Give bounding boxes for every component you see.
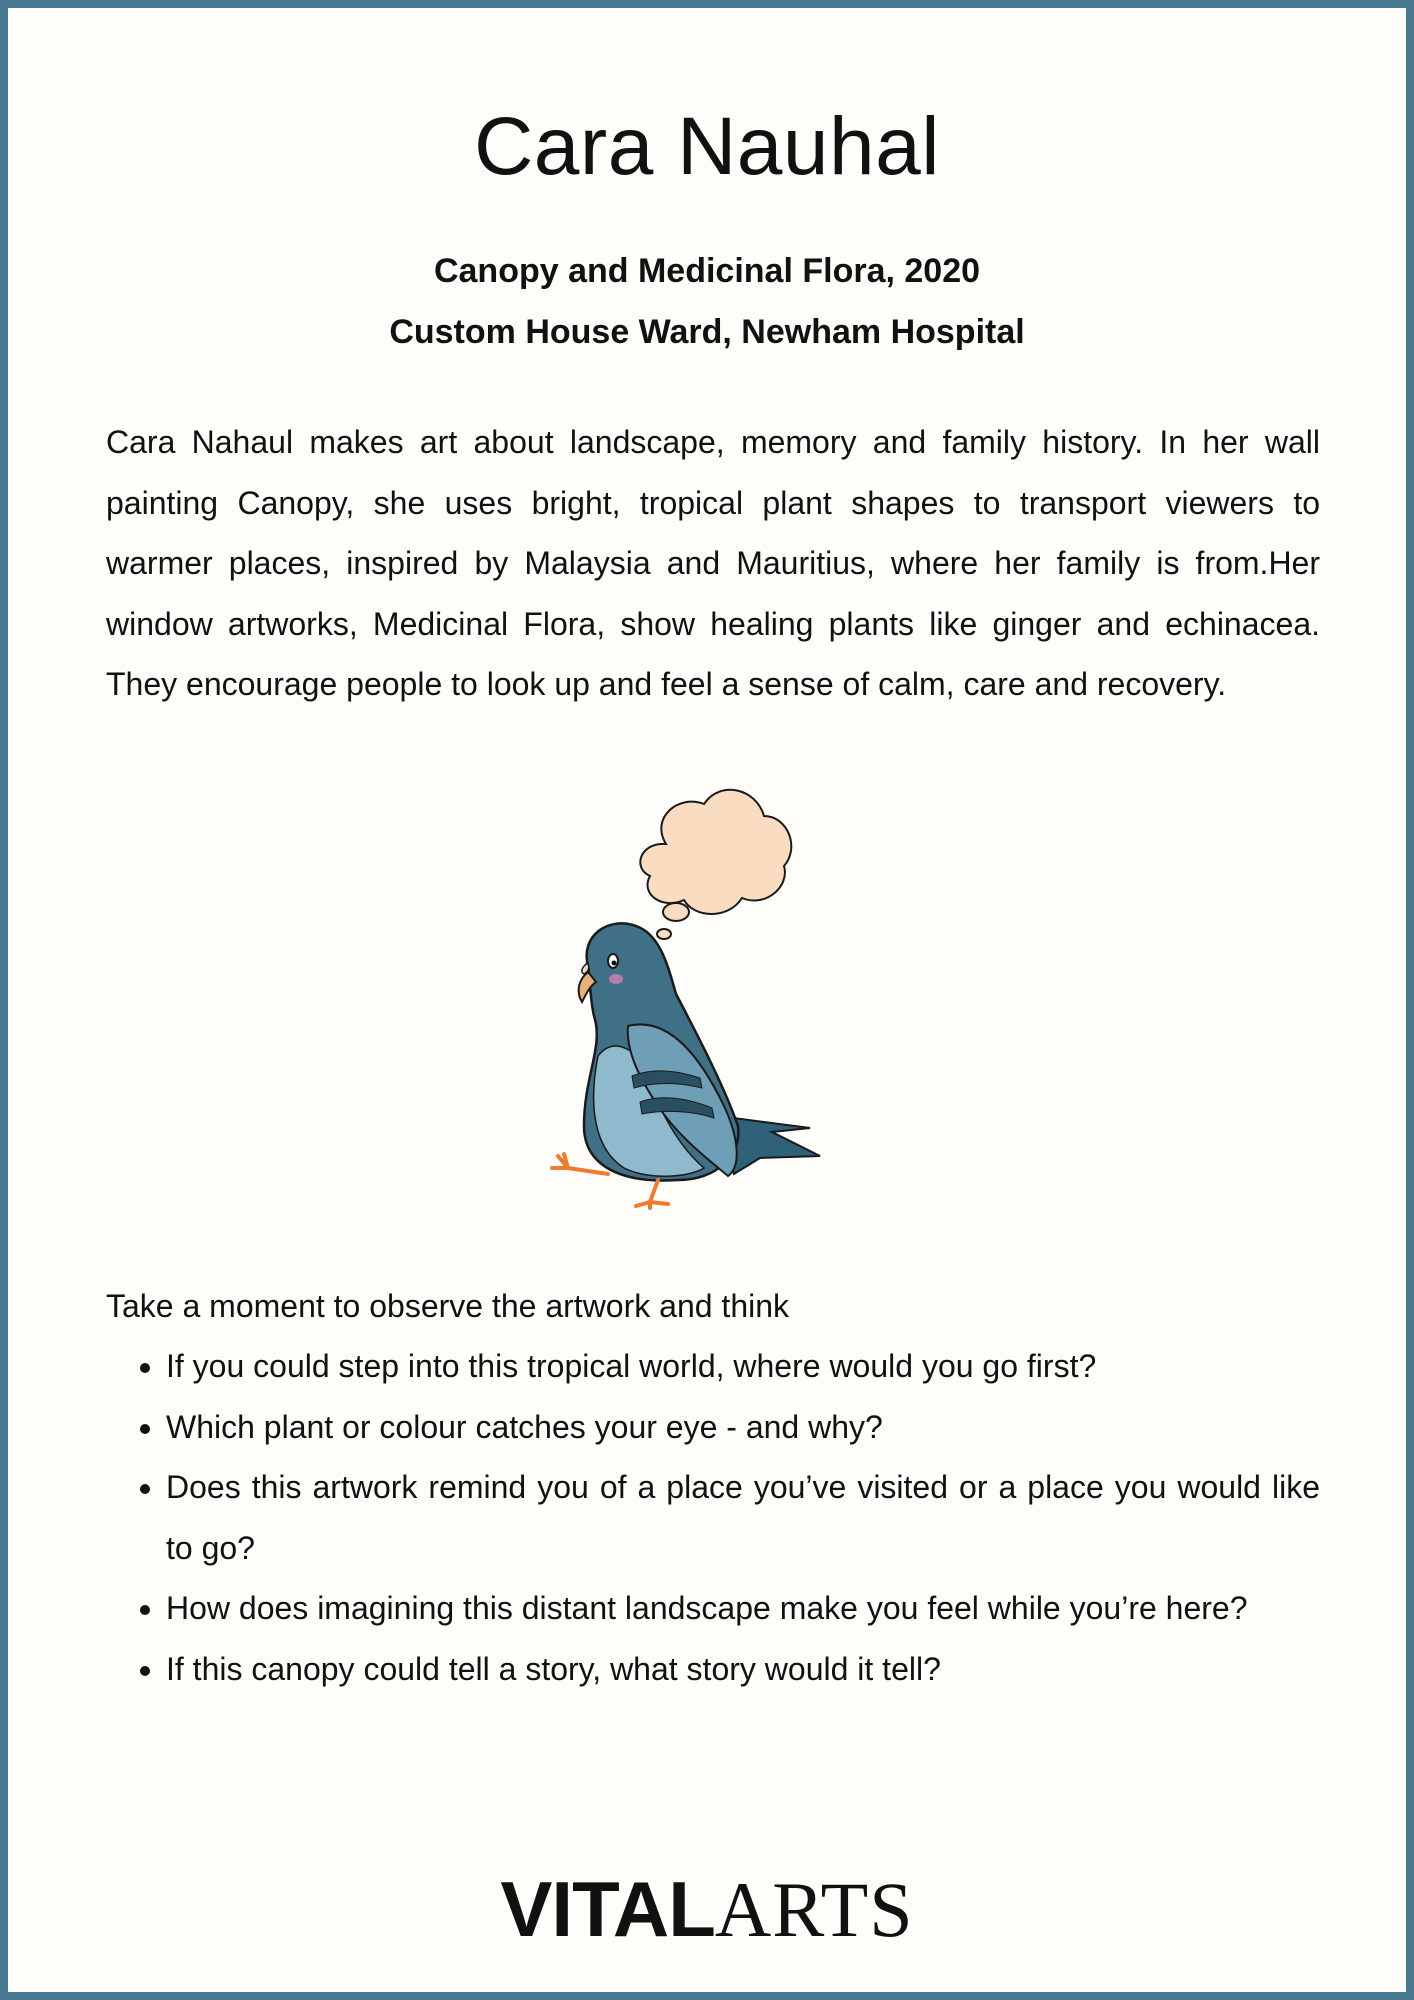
question-item: • If you could step into this tropical world, where would you go first? <box>166 1336 1320 1397</box>
logo-bold-part: VITAL <box>500 1865 715 1953</box>
vital-arts-logo <box>8 1865 1406 1953</box>
question-item: • Does this artwork remind you of a place you’ve visited or a place you would like to go? <box>166 1457 1320 1578</box>
artwork-location: Custom House Ward, Newham Hospital <box>389 313 1025 351</box>
reflection-questions <box>106 1336 1320 1699</box>
logo-serif-part: ARTS <box>714 1866 914 1953</box>
page <box>8 8 1406 1992</box>
artwork-title: Canopy and Medicinal Flora, 2020 <box>433 252 981 290</box>
artist-description: Cara Nahaul makes art about landscape, memory and family history. In her wall painting Canopy, she uses bright, tropical plant shapes to transport viewers to warmer places, inspired by Malaysia and Mauritius, where her family is from.Her window artworks, Medicinal Flora, show healing plants like ginger and echinacea. They encourage people to look up and feel a sense of calm, care and recovery. <box>106 424 1320 702</box>
thought-bubble <box>640 790 791 914</box>
question-item: • Which plant or colour catches your eye - and why? <box>166 1397 1320 1458</box>
page-title: Cara Nauhal <box>474 101 940 192</box>
thought-dot-small <box>657 929 671 939</box>
question-item: • If this canopy could tell a story, what story would it tell? <box>166 1639 1320 1700</box>
thought-dot-large <box>663 903 689 921</box>
question-item: • How does imagining this distant landscape make you feel while you’re here? <box>166 1578 1320 1639</box>
reflection-prompt: Take a moment to observe the artwork and think <box>106 1288 790 1324</box>
pigeon-blush <box>609 974 623 984</box>
pigeon-thinking-illustration <box>528 776 828 1216</box>
